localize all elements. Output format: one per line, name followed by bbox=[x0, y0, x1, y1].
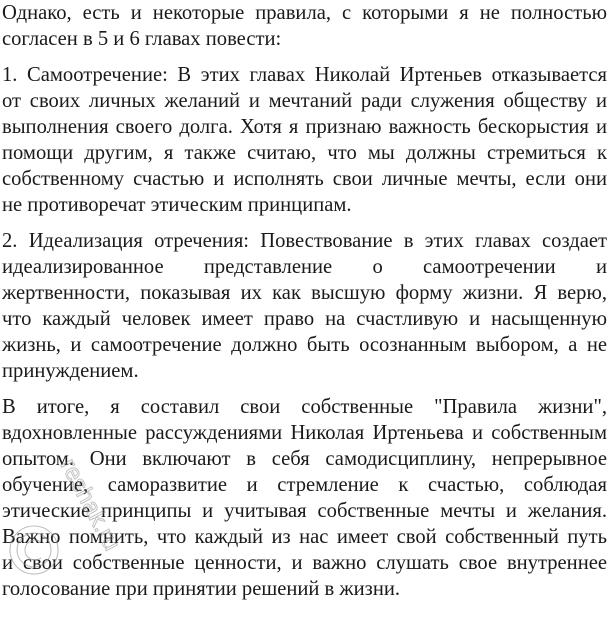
text-line: голосование при принятии решений в жизни. bbox=[2, 578, 401, 600]
paragraph-idealization bbox=[2, 228, 607, 384]
text-line: не противоречат этическим принципам. bbox=[2, 194, 352, 216]
text-line: этические принципы и учитывая собственные мечты и желания. bbox=[2, 500, 607, 522]
paragraph-intro bbox=[2, 0, 607, 52]
watermark-text: reshak.ru bbox=[54, 458, 126, 556]
text-line: Важно помнить, что каждый из нас имеет свой собственный путь bbox=[2, 526, 607, 548]
text-line: 2. Идеализация отречения: Повествование в этих главах создает bbox=[2, 230, 607, 252]
text-line: и свои собственные ценности, и важно слушать свое внутреннее bbox=[2, 552, 607, 574]
text-line: жертвенности, показывая их как высшую форму жизни. Я верю, bbox=[2, 282, 607, 304]
text-line: 1. Самоотречение: В этих главах Николай Иртеньев отказывается bbox=[2, 64, 607, 86]
text-line: опытом. Они включают в себя самодисциплину, непрерывное bbox=[2, 448, 607, 470]
document-body bbox=[2, 0, 607, 612]
paragraph-conclusion bbox=[2, 394, 607, 602]
text-line: выполнения своего долга. Хотя я признаю важность бескорыстия и bbox=[2, 116, 607, 138]
text-line: вдохновленные рассуждениями Николая Иртеньева и собственным bbox=[2, 422, 607, 444]
text-line: согласен в 5 и 6 главах повести: bbox=[2, 28, 282, 50]
text-line: жизнь, и самоотречение должно быть осознанным выбором, а не bbox=[2, 334, 607, 356]
paragraph-self-denial bbox=[2, 62, 607, 218]
text-line: идеализированное представление о самоотречении и bbox=[2, 256, 607, 278]
text-line: собственному счастью и исполнять свои личные мечты, если они bbox=[2, 168, 607, 190]
text-line: Однако, есть и некоторые правила, с которыми я не полностью bbox=[2, 2, 607, 24]
text-line: что каждый человек имеет право на счастливую и насыщенную bbox=[2, 308, 607, 330]
text-line: от своих личных желаний и мечтаний ради служения обществу и bbox=[2, 90, 607, 112]
text-line: принуждением. bbox=[2, 360, 139, 382]
text-line: В итоге, я составил свои собственные "Правила жизни", bbox=[2, 396, 607, 418]
text-line: обучение, саморазвитие и стремление к счастью, соблюдая bbox=[2, 474, 607, 496]
text-line: помощи другим, я также считаю, что мы должны стремиться к bbox=[2, 142, 607, 164]
